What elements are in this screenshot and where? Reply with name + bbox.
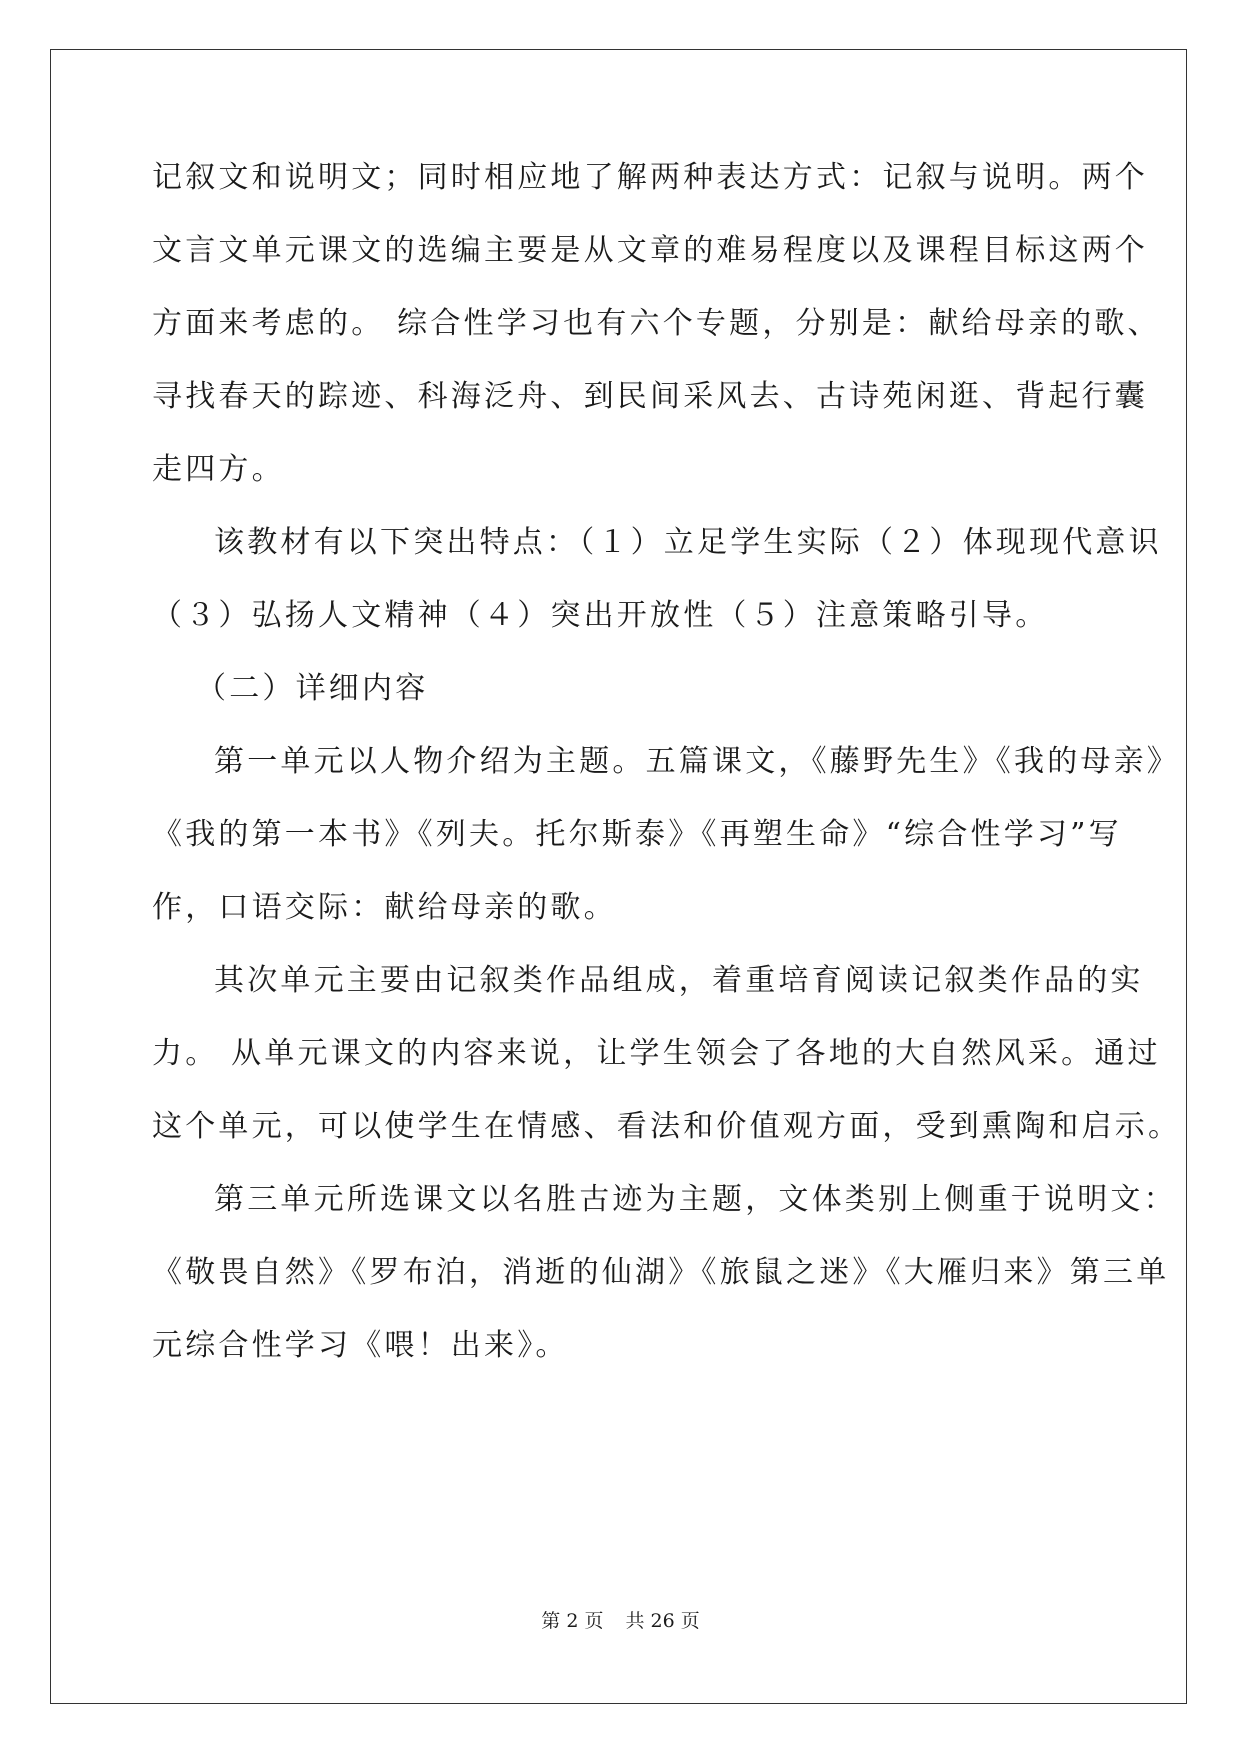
page-footer	[0, 1609, 1241, 1633]
section-heading: （二）详细内容	[196, 671, 429, 706]
text-line: 文言文单元课文的选编主要是从文章的难易程度以及课程目标这两个	[152, 233, 1148, 268]
text-line: 《敬畏自然》《罗布泊，消逝的仙湖》《旅鼠之迷》《大雁归来》第三单	[152, 1255, 1170, 1290]
text-line: 寻找春天的踪迹、科海泛舟、到民间采风去、古诗苑闲逛、背起行囊	[152, 379, 1148, 414]
paragraph-start-line: 该教材有以下突出特点：（１）立足学生实际（２）体现现代意识	[214, 525, 1162, 560]
text-line: 记叙文和说明文；同时相应地了解两种表达方式：记叙与说明。两个	[152, 160, 1148, 195]
text-line: （３）弘扬人文精神（４）突出开放性（５）注意策略引导。	[152, 598, 1049, 633]
text-line: 《我的第一本书》《列夫。托尔斯泰》《再塑生命》“综合性学习”写	[152, 817, 1122, 852]
page-border	[50, 49, 1187, 1704]
paragraph-start-line: 其次单元主要由记叙类作品组成，着重培育阅读记叙类作品的实	[214, 963, 1144, 998]
paragraph-start-line: 第三单元所选课文以名胜古迹为主题，文体类别上侧重于说明文：	[214, 1182, 1177, 1217]
text-line: 走四方。	[152, 452, 285, 487]
page-total: 共 26 页	[625, 1610, 700, 1632]
paragraph-start-line: 第一单元以人物介绍为主题。五篇课文，《藤野先生》《我的母亲》	[214, 744, 1180, 779]
text-line: 作，口语交际：献给母亲的歌。	[152, 890, 617, 925]
text-line: 方面来考虑的。 综合性学习也有六个专题，分别是：献给母亲的歌、	[152, 306, 1161, 341]
page-number: 第 2 页	[541, 1610, 604, 1632]
text-line: 这个单元，可以使学生在情感、看法和价值观方面，受到熏陶和启示。	[152, 1109, 1182, 1144]
text-line: 元综合性学习《喂！出来》。	[152, 1328, 569, 1363]
text-line: 力。 从单元课文的内容来说，让学生领会了各地的大自然风采。通过	[152, 1036, 1161, 1071]
